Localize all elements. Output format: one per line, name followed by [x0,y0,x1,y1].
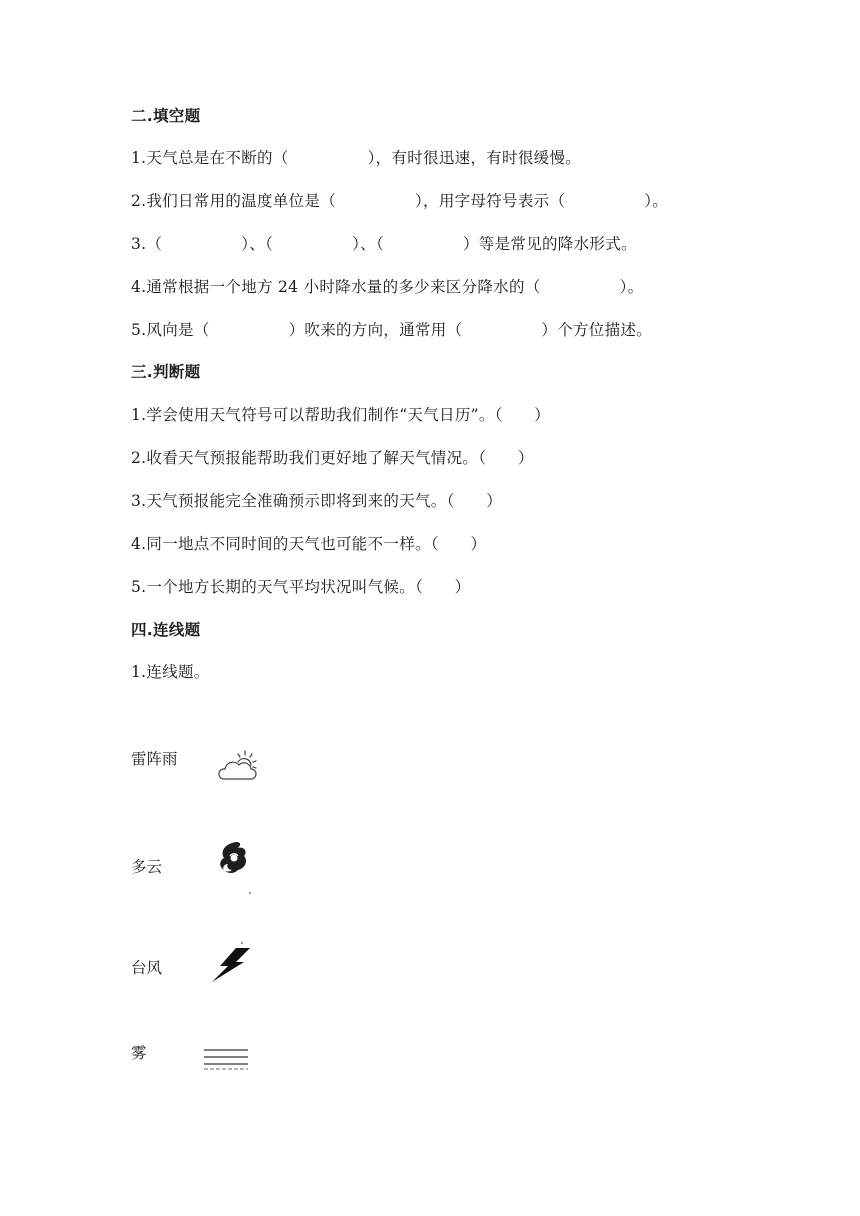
judge-question-4: 4.同一地点不同时间的天气也可能不一样。（ ） [131,535,487,553]
fill-question-1: 1.天气总是在不断的（ ），有时很迅速，有时很缓慢。 [131,149,582,167]
match-label-cloudy: 多云 [131,858,163,876]
judge-question-1: 1.学会使用天气符号可以帮助我们制作“天气日历”。（ ） [131,406,551,424]
judge-question-5: 5.一个地方长期的天气平均状况叫气候。（ ） [131,578,471,596]
fill-question-2: 2.我们日常用的温度单位是（ ），用字母符号表示（ ）。 [131,192,669,210]
match-label-thunderstorm: 雷阵雨 [131,750,178,768]
fill-question-4: 4.通常根据一个地方 24 小时降水量的多少来区分降水的（ ）。 [131,278,644,296]
match-label-typhoon: 台风 [131,959,163,977]
typhoon-icon [214,838,254,896]
judge-section-title: 三.判断题 [131,363,201,381]
match-prompt: 1.连线题。 [131,663,210,681]
match-section-title: 四.连线题 [131,621,201,639]
judge-question-3: 3.天气预报能完全准确预示即将到来的天气。（ ） [131,492,503,510]
fill-section-title: 二.填空题 [131,107,201,125]
match-label-fog: 雾 [131,1044,147,1062]
fill-question-5: 5.风向是（ ）吹来的方向，通常用（ ）个方位描述。 [131,321,652,339]
lightning-icon [206,940,254,986]
fill-question-3: 3.（ ）、（ ）、（ ）等是常见的降水形式。 [131,235,637,253]
cloud-sun-icon [214,748,262,784]
fog-icon [202,1046,250,1072]
judge-question-2: 2.收看天气预报能帮助我们更好地了解天气情况。（ ） [131,449,534,467]
